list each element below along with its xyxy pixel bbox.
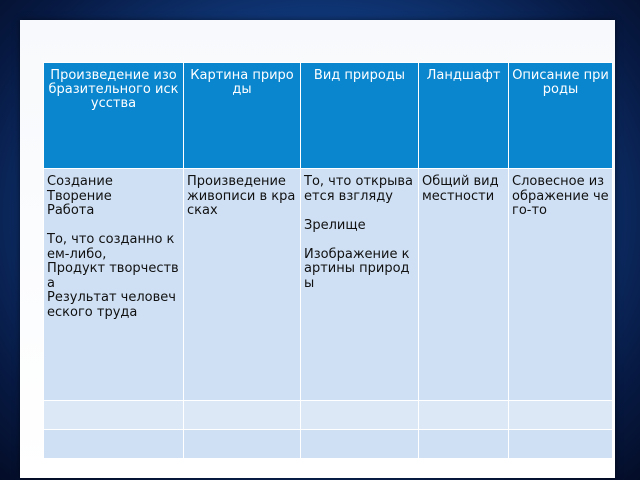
- cell-nature-view: [301, 169, 419, 401]
- table-header-row: [44, 63, 613, 169]
- empty-cell: [419, 430, 509, 459]
- empty-cell: [301, 430, 419, 459]
- cell-nature-picture-text: Произведение живописи в красках: [187, 174, 296, 218]
- cell-landscape: [419, 169, 509, 401]
- empty-cell: [509, 430, 613, 459]
- cell-nature-description-text: Словесное изображение чего-то: [512, 174, 609, 218]
- cell-artwork: [44, 169, 184, 401]
- cell-nature-picture: [184, 169, 301, 401]
- cell-nature-view-text: То, что открывается взгляду Зрелище Изображение картины природы: [304, 174, 414, 291]
- header-landscape: Ландшафт: [419, 63, 509, 169]
- empty-cell: [184, 401, 301, 430]
- empty-cell: [419, 401, 509, 430]
- cell-artwork-text: Создание Творение Работа То, что созданно кем-либо, Продукт творчества Результат человеческого труда: [47, 174, 179, 320]
- header-nature-view: Вид природы: [301, 63, 419, 169]
- table-row-empty: [44, 401, 613, 430]
- cell-landscape-text: Общий вид местности: [422, 174, 499, 204]
- definitions-table: [43, 62, 613, 459]
- header-artwork: Произведение изобразительного искусства: [44, 63, 184, 169]
- empty-cell: [44, 430, 184, 459]
- table-row: [44, 169, 613, 401]
- empty-cell: [184, 430, 301, 459]
- empty-cell: [509, 401, 613, 430]
- header-nature-description: Описание природы: [509, 63, 613, 169]
- empty-cell: [301, 401, 419, 430]
- header-nature-picture: Картина природы: [184, 63, 301, 169]
- cell-nature-description: [509, 169, 613, 401]
- table-row-empty: [44, 430, 613, 459]
- empty-cell: [44, 401, 184, 430]
